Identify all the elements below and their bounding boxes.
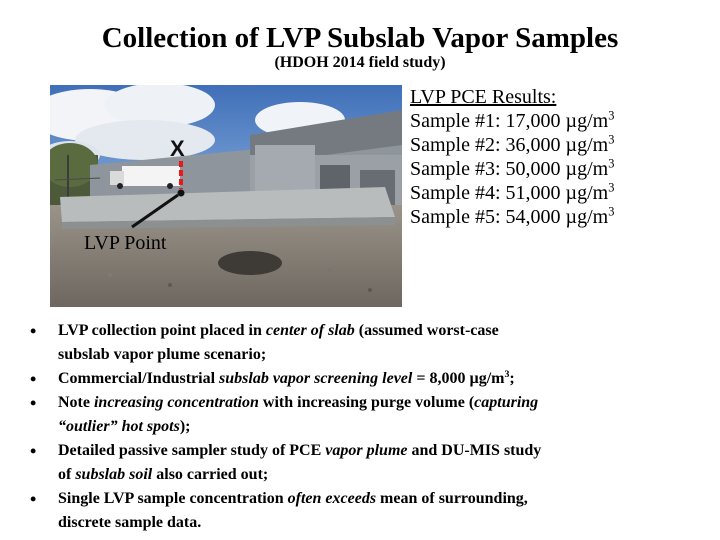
result-row (410, 109, 710, 133)
bullet-dot: • (30, 321, 37, 341)
result-row (410, 133, 710, 157)
unit-exponent: 3 (608, 108, 615, 123)
sample-value: 17,000 (505, 110, 561, 132)
bullet-item: • Detailed passive sampler study of PCE vapor plume and DU-MIS study of subslab soil also carried out; (30, 441, 542, 483)
unit-exponent: 3 (608, 132, 615, 147)
bullet-list (30, 319, 690, 535)
result-row (410, 181, 710, 205)
sample-label: Sample #3: (410, 158, 501, 180)
sample-label: Sample #2: (410, 134, 501, 156)
sample-unit: µg/m (565, 182, 609, 204)
sample-unit: µg/m (565, 206, 609, 228)
page-subtitle: (HDOH 2014 field study) (274, 54, 446, 71)
lvp-point-label: LVP Point (84, 232, 167, 254)
sample-unit: µg/m (565, 110, 609, 132)
bullet-dot: • (30, 393, 37, 413)
bullet-dot: • (30, 369, 37, 389)
sample-unit: µg/m (565, 134, 609, 156)
bullet-item: • Commercial/Industrial subslab vapor screening level = 8,000 $\mu g/m^3$; (30, 368, 515, 389)
sample-label: Sample #4: (410, 182, 501, 204)
page-title: Collection of LVP Subslab Vapor Samples (101, 22, 619, 54)
results-heading: LVP PCE Results: (410, 86, 557, 108)
sample-value: 54,000 (505, 206, 561, 228)
unit-exponent: 3 (608, 156, 615, 171)
result-row (410, 205, 710, 229)
sample-unit: µg/m (565, 158, 609, 180)
unit-exponent: 3 (608, 180, 615, 195)
marker-x-label: X (170, 136, 185, 161)
bullet-dot: • (30, 441, 37, 461)
sample-label: Sample #1: (410, 110, 501, 132)
sample-label: Sample #5: (410, 206, 501, 228)
sample-value: 50,000 (505, 158, 561, 180)
bullet-item: • LVP collection point placed in center of slab (assumed worst-case subslab vapor plume scenario; (30, 321, 499, 363)
unit-exponent: 3 (608, 204, 615, 219)
results-panel (410, 85, 710, 229)
bullet-item: • Single LVP sample concentration often exceeds mean of surrounding, discrete sample data. (30, 489, 528, 531)
site-photo (50, 85, 402, 307)
sample-value: 36,000 (505, 134, 561, 156)
bullet-item: • Note increasing concentration with increasing purge volume (capturing “outlier” hot spots); (30, 393, 539, 435)
bullet-dot: • (30, 489, 37, 509)
result-row (410, 157, 710, 181)
sample-value: 51,000 (505, 182, 561, 204)
